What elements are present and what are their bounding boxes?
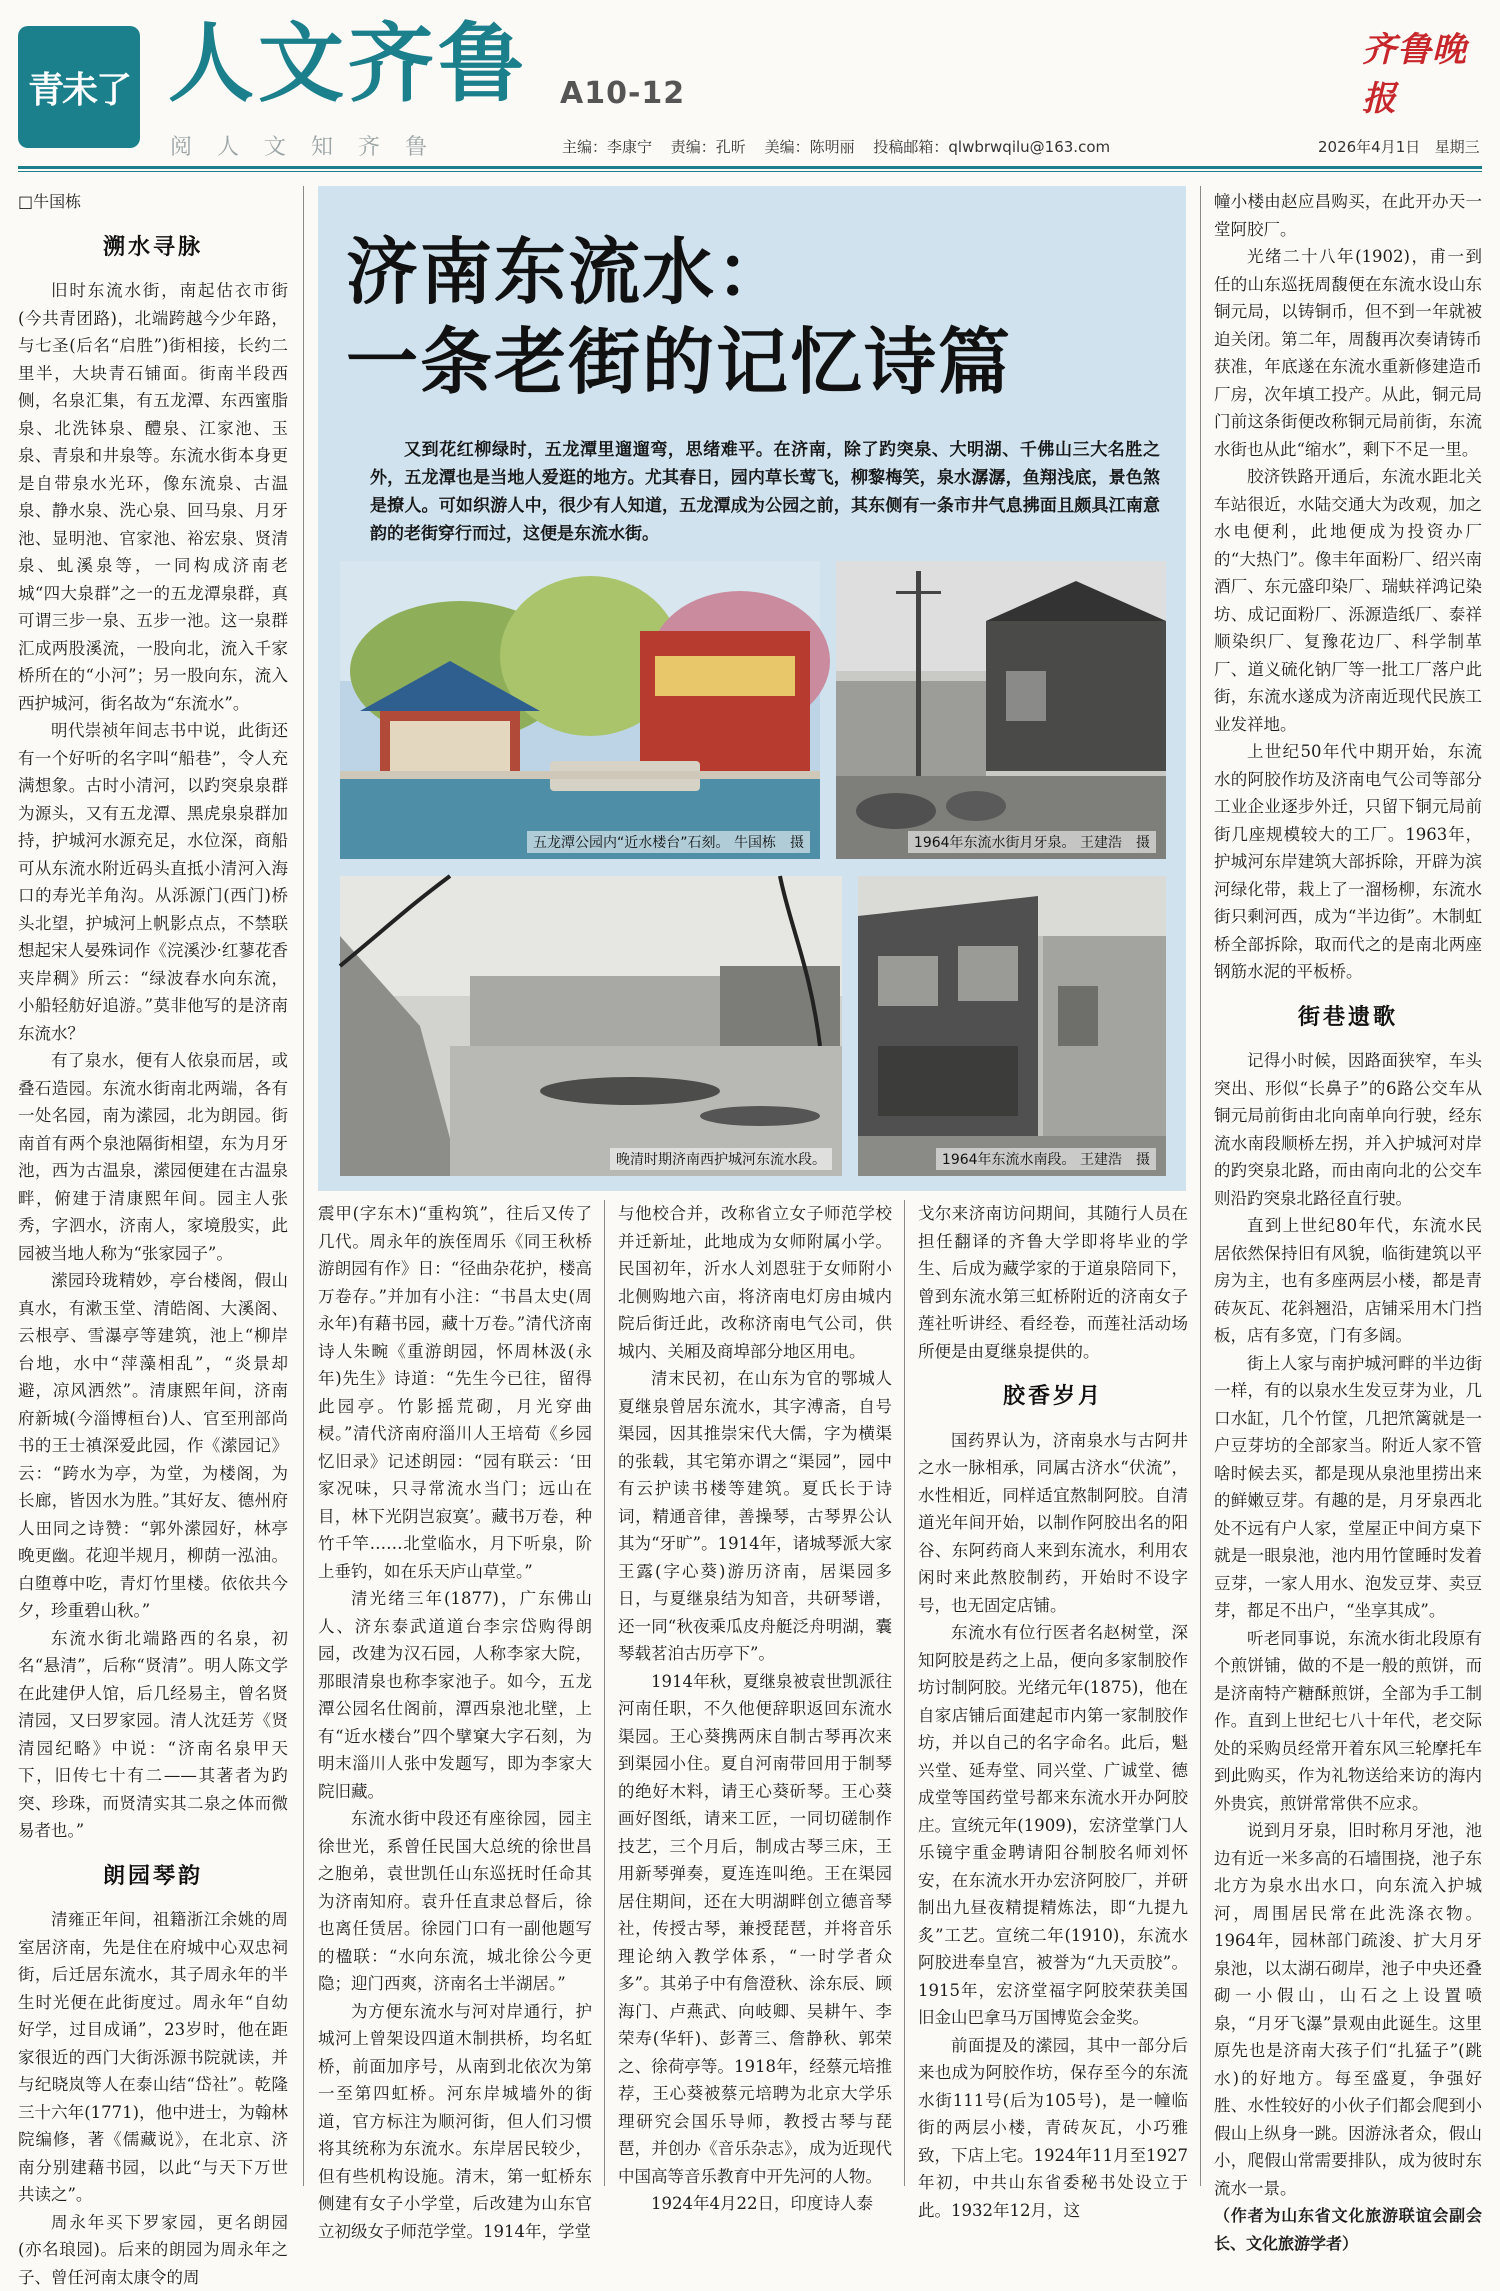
column-rule xyxy=(904,1200,905,2186)
duty-editor-credit: 责编：孔昕 xyxy=(671,138,746,156)
lede-paragraph: 又到花红柳绿时，五龙潭里遛遛弯，思绪难平。在济南，除了趵突泉、大明湖、千佛山三大名胜之外，五龙潭也是当地人爱逛的地方。尤其春日，园内草长莺飞，柳黎梅笑，泉水潺潺，鱼翔浅底，景色煞是撩人。可如织游人中，很少有人知道，五龙潭成为公园之前，其东侧有一条市井气息拂面且颇具江南意韵的老街穿行而过，这便是东流水街。 xyxy=(370,436,1160,548)
section-heading-1: 溯水寻脉 xyxy=(18,234,288,262)
article-column-4 xyxy=(918,1200,1188,2190)
paragraph: 前面提及的潆园，其中一部分后来也成为阿胶作坊，保存至今的东流水街111号(后为105号)，是一幢临街的两层小楼，青砖灰瓦，小巧雅致，下店上宅。1924年11月至1927年初，中共山东省委秘书处设立于此。1932年12月，这 xyxy=(918,2032,1188,2225)
paragraph: 戈尔来济南访问期间，其随行人员在担任翻译的齐鲁大学即将毕业的学生、后成为藏学家的于道泉陪同下，曾到东流水第三虹桥附近的济南女子莲社听讲经、看经卷，而莲社活动场所便是由夏继泉提供的。 xyxy=(918,1200,1188,1365)
paragraph: 清末民初，在山东为官的鄂城人夏继泉曾居东流水，其字溥斋，自号渠园，因其推崇宋代大儒，字为横渠的张载，其宅第亦谓之“渠园”，园中有云护读书楼等建筑。夏氏长于诗词，精通音律，善操琴，古琴界公认其为“牙旷”。1914年，诸城琴派大家王露(字心葵)游历济南，居渠园多日，与夏继泉结为知音，共研琴谱，还一同“秋夜乘瓜皮舟艇泛舟明湖，囊琴载茗泊古历亭下”。 xyxy=(618,1365,892,1668)
paragraph: 直到上世纪80年代，东流水民居依然保持旧有风貌，临街建筑以平房为主，也有多座两层小楼，都是青砖灰瓦、花斜翘沿，店铺采用木门挡板，店有多宽，门有多阔。 xyxy=(1214,1212,1482,1350)
photo-1964-south-section xyxy=(858,876,1166,1176)
article-column-2 xyxy=(318,1200,592,2190)
paragraph: 街上人家与南护城河畔的半边街一样，有的以泉水生发豆芽为业，几口水缸，几个竹筐，几把笊篱就是一户豆芽坊的全部家当。附近人家不管啥时候去买，都是现从泉池里捞出来的鲜嫩豆芽。有趣的是，月牙泉西北处不远有户人家，堂屋正中间方桌下就是一眼泉池，池内用竹筐睡时发着豆芽，一家人用水、泡发豆芽、卖豆芽，都足不出户，“坐享其成”。 xyxy=(1214,1350,1482,1625)
paragraph: 旧时东流水街，南起估衣市街(今共青团路)，北端跨越今少年路，与七圣(后名“启胜”)街相接，长约二里半，大块青石铺面。街南半段西侧，名泉汇集，有五龙潭、东西蜜脂泉、北洗钵泉、醴泉、江家池、玉泉、青泉和井泉等。东流水街本身更是自带泉水光环，像东流泉、古温泉、静水泉、洗心泉、回马泉、月牙池、显明池、官家池、裕宏泉、贤清泉、虬溪泉等，一同构成济南老城“四大泉群”之一的五龙潭泉群，真可谓三步一泉、五步一池。这一泉群汇成两股溪流，一股向北，流入千家桥所在的“小河”；另一股向东，流入西护城河，街名故为“东流水”。 xyxy=(18,277,288,717)
article-column-1 xyxy=(18,188,288,2193)
page-number: A10-12 xyxy=(560,76,685,111)
paragraph: 东流水街北端路西的名泉，初名“悬清”，后称“贤清”。明人陈文学在此建伊人馆，后几经易主，曾名贤清园，又曰罗家园。清人沈廷芳《贤清园纪略》中说：“济南名泉甲天下，旧传七十有二——其著者为趵突、珍珠，而贤清实其二泉之体而微易者也。” xyxy=(18,1625,288,1845)
photo-caption-4: 1964年东流水南段。 王建浩 摄 xyxy=(936,1148,1156,1170)
author-note: （作者为山东省文化旅游联谊会副会长、文化旅游学者） xyxy=(1214,2202,1482,2257)
photo-1964-street xyxy=(836,561,1166,859)
paragraph: 说到月牙泉，旧时称月牙池，池边有近一米多高的石墙围挠，池子东北方为泉水出水口，向东流入护城河，周围居民常在此洗涤衣物。1964年，园林部门疏浚、扩大月牙泉池，以太湖石砌岸，池子中央还叠砌一小假山，山石之上设置喷泉，“月牙飞瀑”景观由此诞生。这里原先也是济南大孩子们“扎猛子”(跳水)的好地方。每至盛夏，争强好胜、水性较好的小伙子们都会爬到小假山上纵身一跳。因游泳者众，假山小，爬假山常需要排队，成为彼时东流水一景。 xyxy=(1214,1817,1482,2202)
photo-caption-1: 五龙潭公园内“近水楼台”石刻。 牛国栋 摄 xyxy=(527,831,810,853)
paragraph: 与他校合并，改称省立女子师范学校并迁新址，此地成为女师附属小学。民国初年，沂水人刘恩驻于女师附小北侧购地六亩，将济南电灯房由城内院后街迁此，改称济南电气公司，供城内、关厢及商埠部分地区用电。 xyxy=(618,1200,892,1365)
section-title: 人文齐鲁 xyxy=(168,14,528,114)
paragraph: 明代崇祯年间志书中说，此街还有一个好听的名字叫“船巷”，令人充满想象。古时小清河，以趵突泉泉群为源头，又有五龙潭、黑虎泉泉群加持，护城河水源充足，水位深，商船可从东流水附近码头直抵小清河入海口的寿光羊角沟。从泺源门(西门)桥头北望，护城河上帆影点点，不禁联想起宋人晏殊词作《浣溪沙·红蓼花香夹岸稠》所云：“绿波春水向东流，小船轻舫好追游。”莫非他写的是济南东流水？ xyxy=(18,717,288,1047)
street-1964-illustration xyxy=(836,561,1166,859)
paragraph: 东流水街中段还有座徐园，园主徐世光，系曾任民国大总统的徐世昌之胞弟，袁世凯任山东巡抚时任命其为济南知府。袁升任直隶总督后，徐也离任赁居。徐园门口有一副他题写的楹联：“水向东流，城北徐公今更隐；迎门西爽，济南名士半湖居。” xyxy=(318,1805,592,1998)
paragraph: 清雍正年间，祖籍浙江余姚的周室居济南，先是住在府城中心双忠祠街，后迁居东流水，其子周永年的半生时光便在此街度过。周永年“自幼好学，过目成诵”，23岁时，他在距家很近的西门大街泺源书院就读，并与纪晓岚等人在泰山结“岱社”。乾隆三十六年(1771)，他中进士，为翰林院编修，著《儒藏说》，在北京、济南分别建藉书园，以此“与天下万世共读之”。 xyxy=(18,1906,288,2209)
feature-box xyxy=(318,186,1186,1191)
paragraph: 为方便东流水与河对岸通行，护城河上曾架设四道木制拱桥，均名虹桥，前面加序号，从南到北依次为第一至第四虹桥。河东岸城墙外的街道，官方标注为顺河街，但人们习惯将其统称为东流水。东岸居民较少，但有些机构设施。清末，第一虹桥东侧建有女子小学堂，后改建为山东官立初级女子师范学堂。1914年，学堂 xyxy=(318,1998,592,2246)
issue-weekday: 星期三 xyxy=(1435,138,1480,156)
issue-date: 2026年4月1日 xyxy=(1318,138,1420,156)
editor-credit: 主编：李康宁 xyxy=(562,138,652,156)
qing-canal-illustration xyxy=(340,876,842,1176)
article-column-5 xyxy=(1214,188,1482,2193)
paragraph: 国药界认为，济南泉水与古阿井之水一脉相承，同属古济水“伏流”，水性相近，同样适宜熬制阿胶。自清道光年间开始，以制作阿胶出名的阳谷、东阿药商人来到东流水，利用农闲时来此熬胶制药，开始时不设字号，也无固定店铺。 xyxy=(918,1427,1188,1620)
header-rule-thin xyxy=(18,171,1482,172)
paragraph: 幢小楼由赵应昌购买，在此开办天一堂阿胶厂。 xyxy=(1214,188,1482,243)
paragraph: 1914年秋，夏继泉被袁世凯派往河南任职，不久他便辞职返回东流水渠园。王心葵携两床自制古琴再次来到渠园小住。夏自河南带回用于制琴的绝好木料，请王心葵斫琴。王心葵画好图纸，请来工匠，一同切磋制作技艺，三个月后，制成古琴三床，王用新琴弹奏，夏连连叫绝。王在渠园居住期间，还在大明湖畔创立德音琴社，传授古琴，兼授琵琶，并将音乐理论纳入教学体系，“一时学者众多”。其弟子中有詹澄秋、涂东辰、顾海门、卢燕武、向岐卿、吴耕午、李荣寿(华轩)、彭菁三、詹静秋、郭荣之、徐荷亭等。1918年，经蔡元培推荐，王心葵被蔡元培聘为北京大学乐理研究会国乐导师，教授古琴与琵琶，并创办《音乐杂志》，成为近现代中国高等音乐教育中开先河的人物。 xyxy=(618,1668,892,2191)
column-rule xyxy=(303,186,304,2186)
paragraph: 光绪二十八年(1902)，甫一到任的山东巡抚周馥便在东流水设山东铜元局，以铸铜币，但不到一年就被迫关闭。第二年，周馥再次奏请铸币获准，年底遂在东流水重新修建造币厂房，次年填工投产。从此，铜元局门前这条街便改称铜元局前街，东流水街也从此“缩水”，剩下不足一里。 xyxy=(1214,243,1482,463)
section-heading-4: 街巷遗歌 xyxy=(1214,1004,1482,1032)
headline-line-2: 一条老街的记忆诗篇 xyxy=(346,304,1012,408)
paragraph: 清光绪三年(1877)，广东佛山人、济东泰武道道台李宗岱购得朗园，改建为汉石园，人称李家大院，那眼清泉也称李家池子。如今，五龙潭公园名仕阁前，潭西泉池北壁，上有“近水楼台”四个擘窠大字石刻，为明末淄川人张中发题写，即为李家大院旧藏。 xyxy=(318,1585,592,1805)
photo-caption-3: 晚清时期济南西护城河东流水段。 xyxy=(610,1148,832,1170)
paragraph: 东流水有位行医者名赵树堂，深知阿胶是药之上品，便向多家制胶作坊讨制阿胶。光绪元年(1875)，他在自家店铺后面建起市内第一家制胶作坊，并以自己的名字命名。此后，魁兴堂、延寿堂、同兴堂、广诚堂、德成堂等国药堂号都来东流水开办阿胶庄。宣统元年(1909)，宏济堂掌门人乐镜宇重金聘请阳谷制胶名师刘怀安，在东流水开办宏济阿胶厂，并研制出九昼夜精提精炼法，即“九提九炙”工艺。宣统二年(1910)，东流水阿胶进奉皇宫，被誉为“九天贡胶”。1915年，宏济堂福字阿胶荣获美国旧金山巴拿马万国博览会金奖。 xyxy=(918,1619,1188,2032)
paragraph: 震甲(字东木)“重构筑”，往后又传了几代。周永年的族侄周乐《同王秋桥游朗园有作》日：“径曲杂花护，楼高万卷存。”并加有小注：“书昌太史(周永年)有藉书园，藏十万卷。”清代济南诗人朱畹《重游朗园，怀周林汲(永年)先生》诗道：“先生今已往，留得此园亭。竹影摇荒砌，月光穿曲棂。”清代济南府淄川人王培荀《乡园忆旧录》记述朗园：“园有联云：‘田家况味，只寻常流水当门；远山在目，林下光阴岂寂寞’。藏书万卷，种竹千竿……北堂临水，月下听泉，阶上垂钓，如在乐天庐山草堂。” xyxy=(318,1200,592,1585)
editorial-credits xyxy=(562,136,1124,157)
submission-email[interactable]: 投稿邮箱：qlwbrwqilu@163.com xyxy=(873,138,1110,156)
paragraph: 听老同事说，东流水街北段原有个煎饼铺，做的不是一般的煎饼，而是济南特产糖酥煎饼，全部为手工制作。直到上世纪七八十年代，老交际处的采购员经常开着东风三轮摩托车到此购买，作为礼物送给来访的海内外贵宾，煎饼常常供不应求。 xyxy=(1214,1625,1482,1818)
article-column-3 xyxy=(618,1200,892,2190)
paragraph: 胶济铁路开通后，东流水距北关车站很近，水陆交通大为改观，加之水电便利，此地便成为投资办厂的“大热门”。像丰年面粉厂、绍兴南酒厂、东元盛印染厂、瑞蚨祥鸿记染坊、成记面粉厂、泺源造纸厂、泰祥顺染织厂、复豫花边厂、科学制革厂、道义硫化钠厂等一批工厂落户此街，东流水遂成为济南近现代民族工业发祥地。 xyxy=(1214,463,1482,738)
logo-text: 青未了 xyxy=(28,62,130,113)
author-byline: □牛国栋 xyxy=(18,188,288,216)
header-rule xyxy=(18,166,1482,169)
paragraph: 1924年4月22日，印度诗人泰 xyxy=(618,2190,892,2218)
column-rule xyxy=(1200,186,1201,2186)
photo-qing-canal xyxy=(340,876,842,1176)
paragraph: 有了泉水，便有人依泉而居，或叠石造园。东流水街南北两端，各有一处名园，南为潆园，北为朗园。街南首有两个泉池隔街相望，东为月牙池，西为古温泉，潆园便建在古温泉畔，俯建于清康熙年间。园主人张秀，字泗水，济南人，家境殷实，此园被当地人称为“张家园子”。 xyxy=(18,1047,288,1267)
photo-park-pavilion xyxy=(340,561,820,859)
brand-logo: 齐鲁晚报 xyxy=(1362,22,1500,120)
tagline: 阅 人 文 知 齐 鲁 xyxy=(170,130,436,161)
logo xyxy=(18,26,140,148)
dateline xyxy=(1318,136,1480,157)
paragraph: 潆园玲珑精妙，亭台楼阁，假山真水，有漱玉堂、清皓阁、大溪阁、云根亭、雪瀑亭等建筑，池上“柳岸台地，水中“萍藻相乱”，“炎景却避，凉风洒然”。清康熙年间，济南府新城(今淄博桓台)人、官至刑部尚书的王士禛深爱此园，作《潆园记》云：“跨水为亭，为堂，为楼阁，为长廊，皆因水为胜。”其好友、德州府人田同之诗赞：“郭外潆园好，林亭晚更幽。花迎半规月，柳荫一泓油。白堕尊中吃，青灯竹里楼。依依共今夕，珍重碧山秋。” xyxy=(18,1267,288,1625)
section-heading-2: 朗园琴韵 xyxy=(18,1863,288,1891)
designer-credit: 美编：陈明丽 xyxy=(765,138,855,156)
paragraph: 上世纪50年代中期开始，东流水的阿胶作坊及济南电气公司等部分工业企业逐步外迁，只留下铜元局前街几座规模较大的工厂。1963年，护城河东岸建筑大部拆除，开辟为滨河绿化带，栽上了一溜杨柳，东流水街只剩河西，成为“半边街”。木制虹桥全部拆除，取而代之的是南北两座钢筋水泥的平板桥。 xyxy=(1214,738,1482,986)
section-heading-3: 胶香岁月 xyxy=(918,1383,1188,1411)
paragraph: 记得小时候，因路面狭窄，车头突出、形似“长鼻子”的6路公交车从铜元局前街由北向南单向行驶，经东流水南段顺桥左拐，并入护城河对岸的趵突泉北路，而由南向北的公交车则沿趵突泉北路径直行驶。 xyxy=(1214,1047,1482,1212)
column-rule xyxy=(604,1200,605,2186)
photo-caption-2: 1964年东流水街月牙泉。 王建浩 摄 xyxy=(908,831,1156,853)
park-pavilion-illustration xyxy=(340,561,820,859)
paragraph: 周永年买下罗家园，更名朗园(亦名琅园)。后来的朗园为周永年之子、曾任河南太康令的周 xyxy=(18,2209,288,2291)
headline-line-1: 济南东流水： xyxy=(346,214,790,318)
south-section-1964-illustration xyxy=(858,876,1166,1176)
